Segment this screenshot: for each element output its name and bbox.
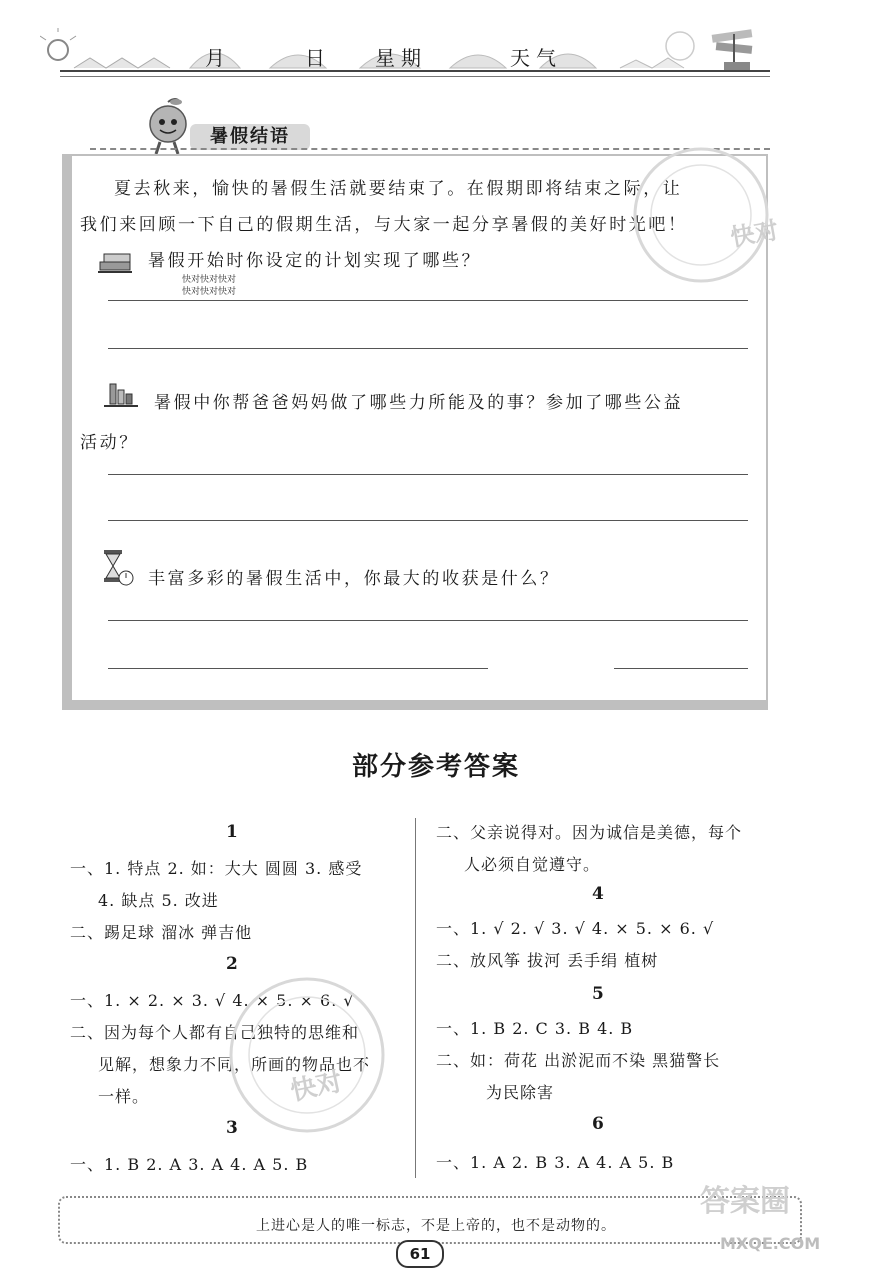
section-number-6: 6 xyxy=(592,1114,604,1134)
question-2-line-1: 暑假中你帮爸爸妈妈做了哪些力所能及的事？参加了哪些公益 xyxy=(154,393,684,413)
books-icon xyxy=(96,248,136,276)
answer-line xyxy=(614,668,748,669)
question-1: 暑假开始时你设定的计划实现了哪些？ xyxy=(148,251,482,271)
answer-line xyxy=(108,300,748,301)
corner-watermark-url: MXQE.COM xyxy=(720,1234,821,1253)
header-day-label: 日 xyxy=(305,46,331,70)
section-number-1: 1 xyxy=(226,822,238,842)
page-header xyxy=(40,28,780,76)
answer-line-1-3: 二、踢足球 溜冰 弹吉他 xyxy=(70,923,253,942)
answer-line xyxy=(108,520,748,521)
intro-line-2: 我们来回顾一下自己的假期生活，与大家一起分享暑假的美好时光吧！ xyxy=(80,215,688,235)
column-divider xyxy=(415,818,416,1178)
header-rule-thin xyxy=(60,76,770,77)
answer-line-1-2: 4. 缺点 5. 改进 xyxy=(98,891,219,910)
answer-line-4-1: 一、1. √ 2. √ 3. √ 4. × 5. × 6. √ xyxy=(436,919,715,938)
answer-line-4-2: 二、放风筝 拔河 丢手绢 植树 xyxy=(436,951,659,970)
stamp-text-middle: 快对 xyxy=(287,1066,346,1108)
answer-line xyxy=(108,348,748,349)
section-number-4: 4 xyxy=(592,884,604,904)
answer-line-5-3: 为民除害 xyxy=(486,1083,555,1102)
answer-line xyxy=(108,668,488,669)
section-number-3: 3 xyxy=(226,1118,238,1138)
answer-line-6-1: 一、1. A 2. B 3. A 4. A 5. B xyxy=(436,1153,675,1172)
footer-motto: 上进心是人的唯一标志，不是上帝的，也不是动物的。 xyxy=(256,1218,616,1234)
answer-line-2-4: 一样。 xyxy=(98,1087,150,1106)
header-rule xyxy=(60,70,770,72)
question-2-line-2: 活动？ xyxy=(80,433,139,453)
header-weather-label: 天气 xyxy=(510,46,562,70)
stamp-text-top: 快对 xyxy=(728,216,781,252)
answer-line-r-2: 人必须自觉遵守。 xyxy=(464,855,601,874)
answer-line-r-1: 二、父亲说得对。因为诚信是美德，每个 xyxy=(436,823,743,842)
answer-line xyxy=(108,620,748,621)
answer-line-2-2: 二、因为每个人都有自己独特的思维和 xyxy=(70,1023,360,1042)
kuaidui-stamp-watermark-2 xyxy=(222,970,392,1140)
answer-line-2-3: 见解，想象力不同，所画的物品也不 xyxy=(98,1055,371,1074)
header-month-label: 月 xyxy=(205,46,231,70)
header-weekday-label: 星期 xyxy=(375,46,427,70)
answer-line-5-1: 一、1. B 2. C 3. B 4. B xyxy=(436,1019,634,1038)
corner-watermark-title: 答案圈 xyxy=(700,1184,790,1219)
question-3: 丰富多彩的暑假生活中，你最大的收获是什么？ xyxy=(148,569,560,589)
answer-line-1-1: 一、1. 特点 2. 如：大大 圆圆 3. 感受 xyxy=(70,859,363,878)
answer-line-3-1: 一、1. B 2. A 3. A 4. A 5. B xyxy=(70,1155,309,1174)
q1-note-1: 快对快对快对 xyxy=(182,275,237,285)
page-number: 61 xyxy=(396,1240,444,1268)
hourglass-icon xyxy=(100,548,136,588)
answer-line-2-1: 一、1. × 2. × 3. √ 4. × 5. × 6. √ xyxy=(70,991,355,1010)
answer-line xyxy=(108,474,748,475)
answer-line-5-2: 二、如：荷花 出淤泥而不染 黑猫警长 xyxy=(436,1051,721,1070)
intro-line-1: 夏去秋来，愉快的暑假生活就要结束了。在假期即将结束之际，让 xyxy=(114,179,683,199)
section-number-5: 5 xyxy=(592,984,604,1004)
answers-title: 部分参考答案 xyxy=(351,752,520,782)
q1-note-2: 快对快对快对 xyxy=(182,287,237,297)
blocks-icon xyxy=(104,380,138,410)
section-number-2: 2 xyxy=(226,954,238,974)
section-title: 暑假结语 xyxy=(190,124,310,150)
